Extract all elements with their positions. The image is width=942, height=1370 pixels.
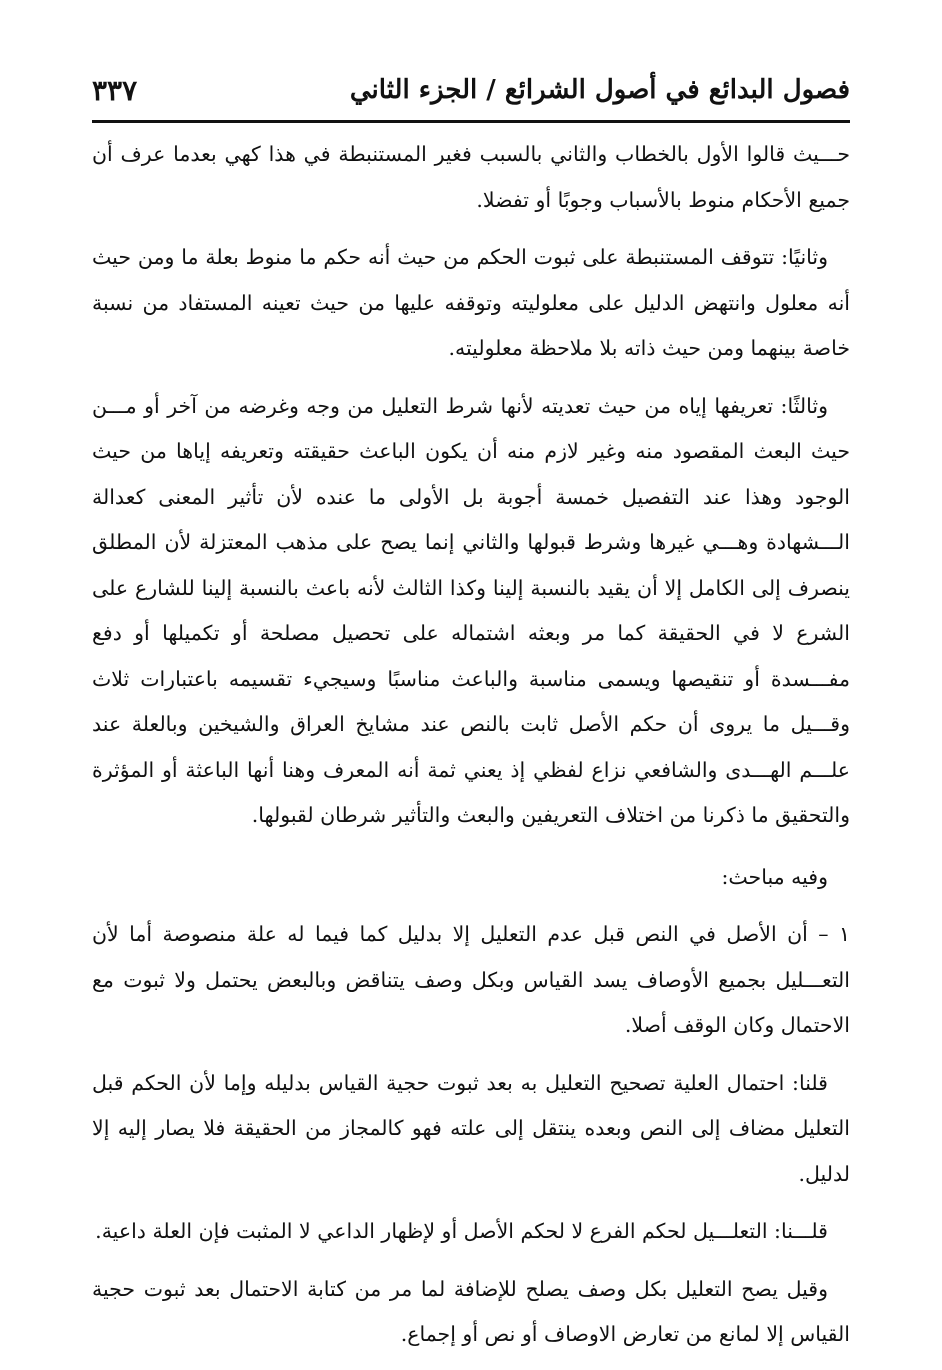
paragraph-6: قلـــنا: التعلـــيل لحكم الفرع لا لحكم الأصل أو لإظهار الداعي لا المثبت فإن العلة داعية. [95,1219,828,1243]
page-number: ٣٣٧ [92,73,138,107]
running-header [92,62,850,118]
section-heading: وفيه مباحث: [721,864,828,889]
header-divider [92,120,850,123]
paragraph-1: حـــيث قالوا الأول بالخطاب والثاني بالسبب فغير المستنبطة في هذا كهي بعدما عرف أن جميع الأحكام منوط بالأسباب وجوبًا أو تفضلا. [92,142,850,212]
paragraph-3: وثالثًا: تعريفها إياه من حيث تعديته لأنها شرط التعليل من وجه وغرضه من آخر أو مـــن حيث البعث المقصود منه وغير لازم منه أن يكون الباعث حقيقته وتعريفه إياها من حيث الوجود وهذا عند التفصيل خمسة أجوبة بل الأولى ما عنده لأن تأثير المعنى كعدالة الـــشهادة وهـــي غيرها وشرط قبولها والثاني إنما يصح على مذهب المعتزلة لأن المطلق ينصرف إلى الكامل إلا أن يقيد بالنسبة إلينا وكذا الثالث لأنه باعث بالنسبة إلينا للشارع على الشرع لا في الحقيقة كما مر وبعثه اشتماله على تحصيل مصلحة أو تكميلها أو دفع مفـــسدة أو تنقيصها ويسمى مناسبة والباعث مناسبًا وسيجيء تقسيمه باعتبارات ثلاث وقـــيل ما يروى أن حكم الأصل ثابت بالنص عند مشايخ العراق والشيخين وبالعلة عند علـــم الهـــدى والشافعي نزاع لفظي إذ يعني ثمة أنه المعرف وهنا أنها الباعثة أو المؤثرة والتحقيق ما ذكرنا من اختلاف التعريفين والبعث والتأثير شرطان لقبولها. [92,393,850,827]
paragraph-5: قلنا: احتمال العلية تصحيح التعليل به بعد ثبوت حجية القياس بدليله وإما لأن الحكم قبل التعليل مضاف إلى النص وبعده ينتقل إلى علته فهو كالمجاز من الحقيقة فلا يصار إليه إلا لدليل. [92,1070,850,1186]
paragraph-2: وثانيًا: تتوقف المستنبطة على ثبوت الحكم من حيث أنه حكم ما منوط بعلة ما ومن حيث أنه معلول وانتهض الدليل على معلوليته وتوقفه عليها من حيث تعينه المستفاد من نسبة خاصة بينهما ومن حيث ذاته بلا ملاحظة معلوليته. [92,245,850,360]
paragraph-7: وقيل يصح التعليل بكل وصف يصلح للإضافة لما مر من كتابة الاحتمال بعد ثبوت حجية القياس إلا لمانع من تعارض الاوصاف أو نص أو إجماع. [92,1276,850,1346]
book-title: فصول البدائع في أصول الشرائع / الجزء الثاني [349,75,850,105]
body-text [92,132,850,1370]
paragraph-4: ١ – أن الأصل في النص قبل عدم التعليل إلا بدليل كما فيما له علة منصوصة أما لأن التعـــليل بجميع الأوصاف يسد القياس وبكل وصف يتناقض وبالبعض يحتمل ولا ثبوت مع الاحتمال وكان الوقف أصلا. [92,922,850,1037]
